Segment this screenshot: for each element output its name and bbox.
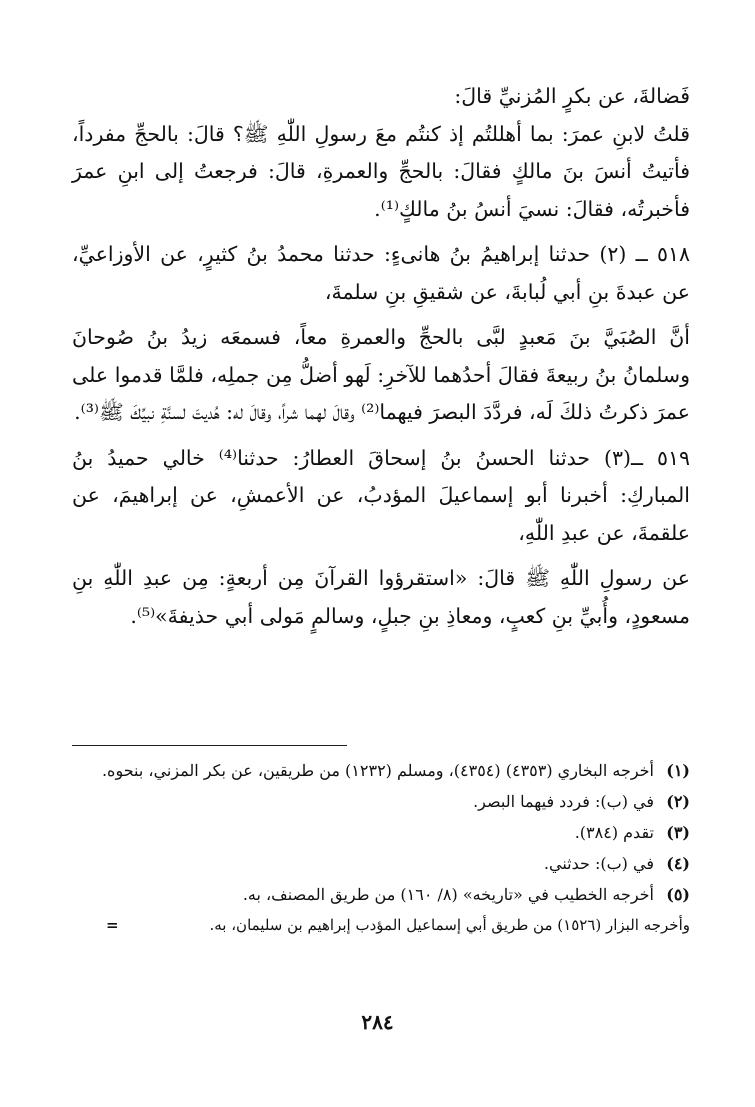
footnotes xyxy=(72,755,690,941)
continuation-mark: = xyxy=(106,916,119,934)
footnote-number: (٥) xyxy=(666,885,690,904)
footnote-number: (٤) xyxy=(666,854,690,873)
footnote-text: تقدم (٣٨٤). xyxy=(574,823,654,842)
footnote-number: (١) xyxy=(666,761,690,780)
footnote-continuation xyxy=(72,910,690,941)
footnote-text: في (ب): فردد فيهما البصر. xyxy=(473,792,654,811)
paragraph-opening: فَضالةَ، عن بكرٍ المُزنيِّ قالَ: xyxy=(454,84,690,108)
footnote xyxy=(72,817,690,848)
footnote xyxy=(72,786,690,817)
footnote-number: (٢) xyxy=(666,792,690,811)
footnote-number: (٣) xyxy=(666,823,690,842)
paragraph-narration-517: قلتُ لابنِ عمرَ: بما أهللتُم إذ كنتُم معَ رسولِ اللّٰهِ ﷺ؟ قالَ: بالحجِّ مفرداً، فأتيتُ أنسَ بنَ مالكٍ فقالَ: بالحجِّ والعمرةِ، قالَ: فرجعتُ إلى ابنِ عمرَ فأخبرتُه، فقالَ: نسيَ أنسُ بنُ مالكٍ⁽¹⁾. xyxy=(72,121,690,221)
footnote-text: أخرجه الخطيب في «تاريخه» (٨/ ١٦٠) من طريق المصنف، به. xyxy=(242,885,654,904)
paragraph-isnad-519: ٥١٩ ــ(٣) حدثنا الحسنُ بنُ إسحاقَ العطارُ: حدثنا⁽⁴⁾ خالي حميدُ بنُ المباركِ: أخبرنا أبو إسماعيلَ المؤدبُ، عن الأعمشِ، عن إبراهيمَ، عن علقمةَ، عن عبدِ اللّٰهِ، xyxy=(72,445,690,545)
paragraph-matn-519: عن رسولِ اللّٰهِ ﷺ قالَ: «استقرؤوا القرآنَ مِن أربعةٍ: مِن عبدِ اللّٰهِ بنِ مسعودٍ، وأُبيِّ بنِ كعبٍ، ومعاذِ بنِ جبلٍ، وسالمٍ مَولى أبي حذيفةَ»⁽⁵⁾. xyxy=(72,566,690,628)
footnote xyxy=(72,755,690,786)
footnote-divider xyxy=(72,745,347,746)
footnote-text: في (ب): حدثني. xyxy=(543,854,654,873)
page-number: ٢٨٤ xyxy=(361,1010,394,1034)
footnote xyxy=(72,848,690,879)
main-text xyxy=(72,78,690,635)
paragraph-matn-518: أنَّ الصُبَيَّ بنَ مَعبدٍ لبَّى بالحجِّ والعمرةِ معاً، فسمعَه زيدُ بنُ صُوحانَ وسلمانُ بنُ ربيعةَ فقالَ أحدُهما للآخرِ: لَهو أضلُّ مِن جملِه، فلمَّا قدموا على عمرَ ذكرتُ ذلكَ لَه، فردَّدَ البصرَ فيهما⁽²⁾ وقالَ لهما شراً، وقالَ له: هُديتَ لسنَّةِ نبيِّكَ ﷺ⁽³⁾. xyxy=(72,325,690,424)
footnote-tail-text: وأخرجه البزار (١٥٢٦) من طريق أبي إسماعيل المؤدب إبراهيم بن سليمان، به. xyxy=(209,916,690,934)
footnote-text: أخرجه البخاري (٤٣٥٣) (٤٣٥٤)، ومسلم (١٢٣٢) من طريقين، عن بكر المزني، بنحوه. xyxy=(101,761,654,780)
footnote xyxy=(72,879,690,910)
paragraph-isnad-518: ٥١٨ ــ (٢) حدثنا إبراهيمُ بنُ هانىءٍ: حدثنا محمدُ بنُ كثيرٍ، عن الأوزاعيِّ، عن عبدةَ بنِ أبي لُبابةَ، عن شقيقِ بنِ سلمةَ، xyxy=(72,242,691,304)
